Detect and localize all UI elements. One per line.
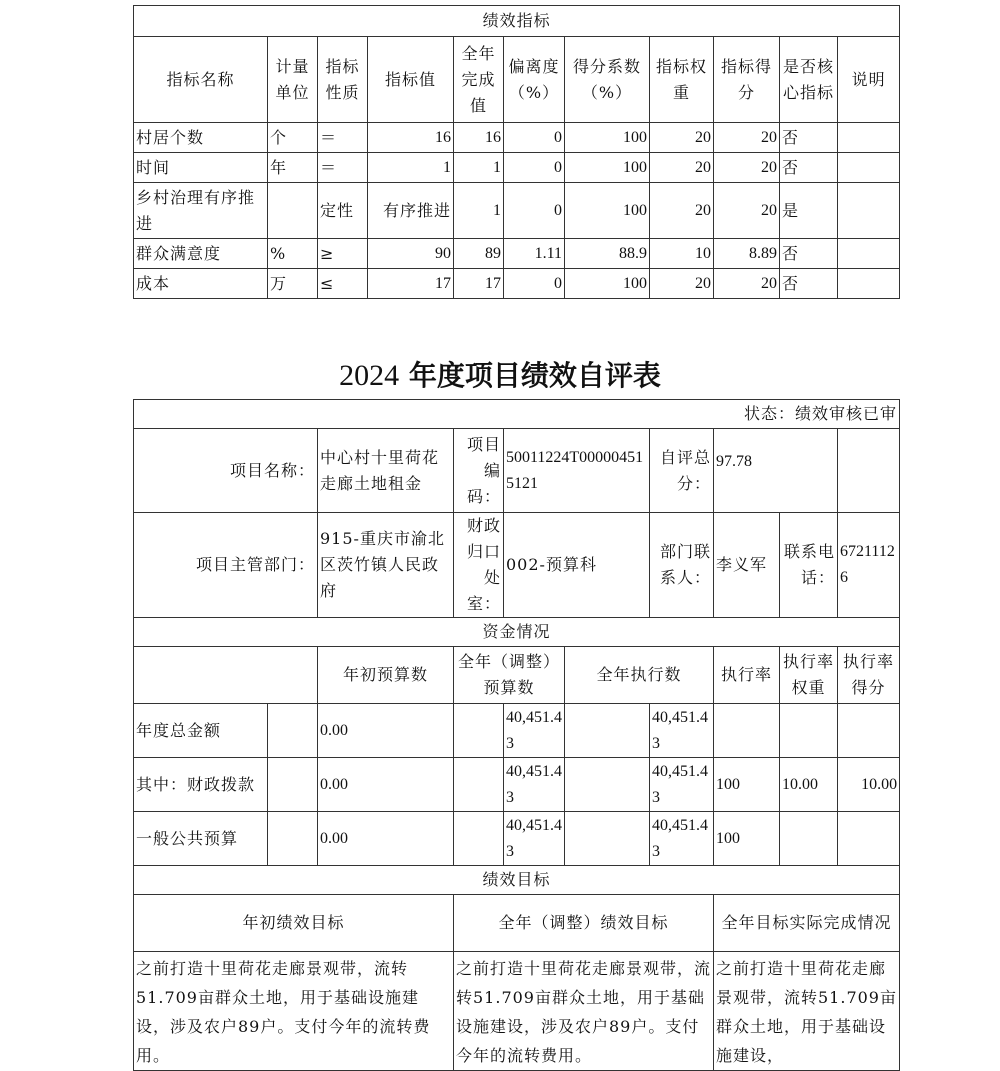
cell-weight: 20 [650,153,714,183]
title-text: 年度项目绩效自评表 [408,359,661,392]
dept-value: 915-重庆市渝北区茨竹镇人民政府 [318,513,454,618]
table-row [134,269,900,299]
cell-deviation: 0 [504,123,565,153]
cell-completed: 17 [454,269,504,299]
cell-name: 成本 [134,269,268,299]
header-note: 说明 [838,37,900,123]
goals-header-initial: 年初绩效目标 [134,895,454,952]
cell-name: 时间 [134,153,268,183]
funds-weight [780,704,838,758]
cell-name: 村居个数 [134,123,268,153]
cell-note [838,123,900,153]
cell-name: 乡村治理有序推进 [134,183,268,239]
phone-label: 联系电话： [780,513,838,618]
cell-note [838,239,900,269]
header-score-coefficient: 得分系数（%） [565,37,650,123]
cell-deviation: 0 [504,269,565,299]
cell-coefficient: 88.9 [565,239,650,269]
indicator-section-title: 绩效指标 [134,6,900,37]
cell-deviation: 0 [504,183,565,239]
cell-note [838,269,900,299]
empty-cell [838,429,900,513]
table-row [134,183,900,239]
project-name-value: 中心村十里荷花走廊土地租金 [318,429,454,513]
funds-initial: 0.00 [318,758,454,812]
finance-value: 002-预算科 [504,513,650,618]
table-row [134,704,900,758]
funds-row-label: 一般公共预算 [134,812,268,866]
cell-nature: 定性 [318,183,368,239]
cell-is-core: 否 [780,239,838,269]
cell-coefficient: 100 [565,269,650,299]
goal-adjusted-text: 之前打造十里荷花走廊景观带，流转51.709亩群众土地，用于基础设施建设，涉及农户89户。支付今年的流转费用。 [454,952,714,1071]
cell-nature: ＝ [318,123,368,153]
cell-deviation: 1.11 [504,239,565,269]
header-score: 指标得分 [714,37,780,123]
funds-weight: 10.00 [780,758,838,812]
empty-cell [268,758,318,812]
cell-note [838,153,900,183]
cell-target: 有序推进 [368,183,454,239]
dept-label: 项目主管部门： [134,513,318,618]
funds-header-weight: 执行率权重 [780,647,838,704]
funds-section-title: 资金情况 [134,618,900,647]
empty-cell [565,704,650,758]
header-is-core: 是否核心指标 [780,37,838,123]
cell-score: 20 [714,183,780,239]
project-code-label: 项目编码： [454,429,504,513]
header-completed-value: 全年完成值 [454,37,504,123]
funds-initial: 0.00 [318,812,454,866]
cell-weight: 20 [650,269,714,299]
cell-target: 1 [368,153,454,183]
cell-score: 20 [714,123,780,153]
contact-label: 部门联系人： [650,513,714,618]
header-weight: 指标权重 [650,37,714,123]
funds-executed: 40,451.43 [650,758,714,812]
cell-weight: 20 [650,183,714,239]
funds-executed: 40,451.43 [650,704,714,758]
cell-weight: 10 [650,239,714,269]
goal-initial-text: 之前打造十里荷花走廊景观带，流转51.709亩群众土地，用于基础设施建设，涉及农户89户。支付今年的流转费用。 [134,952,454,1071]
phone-value: 67211126 [838,513,900,618]
goal-actual-text: 之前打造十里荷花走廊景观带，流转51.709亩群众土地，用于基础设施建设， [714,952,900,1071]
funds-adjusted: 40,451.43 [504,812,565,866]
header-target-value: 指标值 [368,37,454,123]
cell-score: 20 [714,269,780,299]
cell-is-core: 否 [780,153,838,183]
cell-note [838,183,900,239]
title-year: 2024 [339,359,400,392]
status-badge: 状态：绩效审核已审 [134,400,900,429]
table-row [134,239,900,269]
funds-header-score: 执行率得分 [838,647,900,704]
cell-coefficient: 100 [565,153,650,183]
header-indicator-name: 指标名称 [134,37,268,123]
table-row [134,758,900,812]
funds-adjusted: 40,451.43 [504,758,565,812]
goals-header-actual: 全年目标实际完成情况 [714,895,900,952]
funds-rate: 100 [714,758,780,812]
empty-cell [454,704,504,758]
contact-value: 李义军 [714,513,780,618]
funds-executed: 40,451.43 [650,812,714,866]
cell-name: 群众满意度 [134,239,268,269]
empty-cell [268,704,318,758]
cell-nature: ≤ [318,269,368,299]
funds-weight [780,812,838,866]
cell-deviation: 0 [504,153,565,183]
empty-cell [268,812,318,866]
header-deviation: 偏离度（%） [504,37,565,123]
cell-is-core: 否 [780,123,838,153]
cell-target: 16 [368,123,454,153]
performance-indicator-table [133,5,900,299]
empty-cell [134,647,318,704]
cell-completed: 1 [454,183,504,239]
cell-nature: ＝ [318,153,368,183]
funds-row-label: 年度总金额 [134,704,268,758]
funds-header-initial: 年初预算数 [318,647,454,704]
cell-score: 20 [714,153,780,183]
cell-unit: 个 [268,123,318,153]
cell-target: 90 [368,239,454,269]
funds-rate [714,704,780,758]
cell-weight: 20 [650,123,714,153]
cell-unit: 万 [268,269,318,299]
cell-nature: ≥ [318,239,368,269]
header-unit: 计量单位 [268,37,318,123]
project-self-evaluation-table [133,399,900,1071]
cell-completed: 89 [454,239,504,269]
funds-score [838,812,900,866]
goals-section-title: 绩效目标 [134,866,900,895]
empty-cell [565,812,650,866]
table-row [134,812,900,866]
cell-unit [268,183,318,239]
funds-adjusted: 40,451.43 [504,704,565,758]
header-nature: 指标性质 [318,37,368,123]
cell-score: 8.89 [714,239,780,269]
funds-initial: 0.00 [318,704,454,758]
cell-completed: 16 [454,123,504,153]
funds-row-label: 其中：财政拨款 [134,758,268,812]
empty-cell [565,758,650,812]
page-title [0,354,1000,394]
cell-is-core: 否 [780,269,838,299]
funds-rate: 100 [714,812,780,866]
cell-coefficient: 100 [565,183,650,239]
funds-score [838,704,900,758]
empty-cell [454,758,504,812]
goals-header-adjusted: 全年（调整）绩效目标 [454,895,714,952]
funds-header-executed: 全年执行数 [565,647,714,704]
cell-unit: 年 [268,153,318,183]
empty-cell [454,812,504,866]
project-name-label: 项目名称： [134,429,318,513]
funds-header-adjusted: 全年（调整）预算数 [454,647,565,704]
finance-label: 财政归口处室： [454,513,504,618]
project-code-value: 50011224T000004515121 [504,429,650,513]
table-row [134,123,900,153]
self-score-label: 自评总分： [650,429,714,513]
cell-completed: 1 [454,153,504,183]
cell-is-core: 是 [780,183,838,239]
cell-target: 17 [368,269,454,299]
funds-score: 10.00 [838,758,900,812]
self-score-value: 97.78 [714,429,838,513]
cell-coefficient: 100 [565,123,650,153]
table-row [134,153,900,183]
funds-header-rate: 执行率 [714,647,780,704]
cell-unit: % [268,239,318,269]
